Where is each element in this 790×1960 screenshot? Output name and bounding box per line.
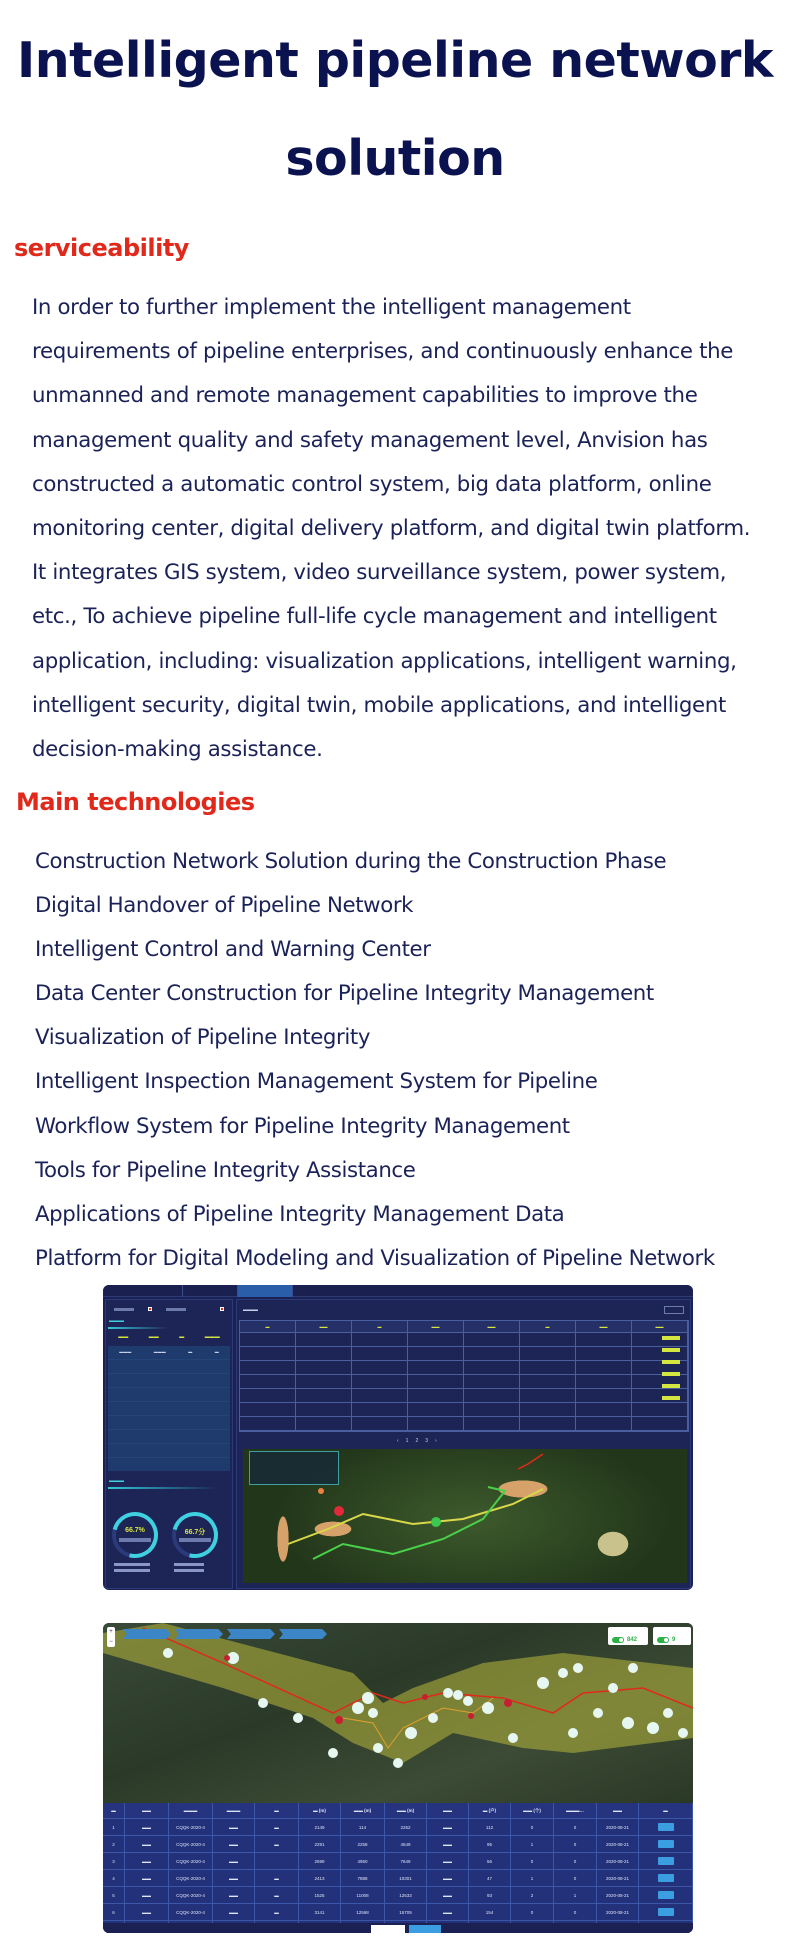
pipeline-data-table xyxy=(103,1803,693,1933)
records-table-header: ▬ ▬▬ ▬ ▬▬ ▬▬ ▬ ▬▬ ▬▬ xyxy=(240,1321,688,1333)
table-row: 1 ▬▬ CQQK-2020-4 ▬▬ ▬ 2149 114 2262 ▬▬ 112 0 0 2020-08-21 xyxy=(103,1819,693,1836)
page-title xyxy=(0,12,790,208)
table-row: 4 ▬▬ CQQK-2020-4 ▬▬ ▬ 2413 7888 10301 ▬▬ 47 1 0 2020-08-21 xyxy=(103,1870,693,1887)
row-action-link[interactable] xyxy=(662,1336,680,1340)
dashboard-tabs xyxy=(103,1285,693,1297)
toggle-switch[interactable] xyxy=(612,1637,624,1643)
technology-item: Visualization of Pipeline Integrity xyxy=(35,1025,371,1051)
toggle-switch[interactable] xyxy=(657,1637,669,1643)
prev-page-button[interactable]: ‹ xyxy=(397,1438,399,1444)
table-row: 3 ▬▬ CQQK-2020-4 ▬▬ 2699 4950 7649 ▬▬ 56 0 0 2020-08-21 xyxy=(103,1853,693,1870)
technology-item: Intelligent Control and Warning Center xyxy=(35,937,431,963)
layer-toggle-badge[interactable] xyxy=(653,1627,691,1645)
technology-item: Applications of Pipeline Integrity Management Data xyxy=(35,1201,565,1227)
date-filter-row xyxy=(110,1306,228,1314)
badge-count: 9 xyxy=(672,1637,676,1643)
page-button[interactable]: 3 xyxy=(425,1438,429,1444)
records-title: ▬▬▬ xyxy=(243,1307,258,1313)
technology-item: Digital Handover of Pipeline Network xyxy=(35,893,414,919)
title-line-2: solution xyxy=(285,130,505,187)
row-action-link[interactable] xyxy=(662,1372,680,1376)
view-button[interactable] xyxy=(658,1874,674,1882)
technology-item: Platform for Digital Modeling and Visualization of Pipeline Network xyxy=(35,1245,715,1271)
table-header: ▬ ▬▬ ▬▬▬ ▬▬▬ ▬ ▬ (m) ▬▬ (m) ▬▬ (m) ▬▬ ▬ (户) ▬▬ (个) ▬▬▬… ▬▬ ▬ xyxy=(103,1803,693,1819)
prev-step-button[interactable] xyxy=(371,1925,405,1933)
record-list: ▬▬▬ ▬▬▬ ▬ ▬ xyxy=(108,1346,230,1471)
view-button[interactable] xyxy=(658,1823,674,1831)
left-stats-panel xyxy=(105,1299,233,1589)
export-button[interactable] xyxy=(664,1306,684,1314)
technology-item: Workflow System for Pipeline Integrity Management xyxy=(35,1113,570,1139)
map-info-popup xyxy=(249,1451,339,1485)
main-technologies-heading: Main technologies xyxy=(16,788,255,816)
step-breadcrumb xyxy=(123,1629,327,1639)
pagination xyxy=(397,1438,437,1444)
table-row: 6 ▬▬ CQQK-2020-4 ▬▬ ▬ 3141 12568 15709 ▬▬ 154 0 0 2020-08-21 xyxy=(103,1904,693,1921)
row-action-link[interactable] xyxy=(662,1348,680,1352)
table-row: 5 ▬▬ CQQK-2020-4 ▬▬ ▬ 1525 11008 12533 ▬▬ 93 2 1 2020-08-21 xyxy=(103,1887,693,1904)
list-header: ▬▬ ▬▬ ▬ ▬▬▬ xyxy=(118,1334,220,1340)
title-line-1: Intelligent pipeline network xyxy=(16,32,773,89)
map-zoom-control[interactable]: + − xyxy=(107,1627,115,1647)
view-button[interactable] xyxy=(658,1857,674,1865)
location-pin-icon xyxy=(334,1506,344,1516)
records-table xyxy=(239,1320,689,1432)
dashboard-tab-active xyxy=(238,1285,293,1297)
badge-count: 842 xyxy=(627,1637,638,1643)
satellite-map[interactable] xyxy=(103,1623,693,1803)
stats-title: ▬▬▬ xyxy=(109,1478,124,1484)
calendar-icon xyxy=(148,1307,152,1311)
pipeline-buffer-overlay xyxy=(103,1623,693,1803)
dashboard-tab xyxy=(183,1285,238,1297)
row-actions xyxy=(662,1336,680,1400)
step-4[interactable] xyxy=(279,1629,327,1639)
step-3[interactable] xyxy=(227,1629,275,1639)
technologies-list xyxy=(35,840,715,1281)
row-action-link[interactable] xyxy=(662,1396,680,1400)
title-underline xyxy=(108,1327,168,1329)
technology-item: Construction Network Solution during the Construction Phase xyxy=(35,849,667,874)
row-action-link[interactable] xyxy=(662,1360,680,1364)
marker-icon xyxy=(318,1488,324,1494)
percentage-ring-chart xyxy=(112,1512,158,1558)
ring-value: 66.7% xyxy=(125,1527,145,1534)
view-button[interactable] xyxy=(658,1840,674,1848)
table-pagination xyxy=(103,1923,693,1933)
score-ring-chart xyxy=(172,1512,218,1558)
serviceability-heading: serviceability xyxy=(14,234,189,262)
technology-item: Tools for Pipeline Integrity Assistance xyxy=(35,1157,416,1183)
location-pin-icon xyxy=(431,1517,441,1527)
records-table-body xyxy=(240,1333,688,1431)
dashboard-tab xyxy=(103,1285,183,1297)
ring-value: 66.7分 xyxy=(184,1529,206,1536)
layer-toggle-badge[interactable] xyxy=(608,1627,648,1645)
table-row: 2 ▬▬ CQQK-2020-4 ▬▬ ▬ 2291 2258 4549 ▬▬ 95 1 0 2020-08-21 xyxy=(103,1836,693,1853)
dashboard-screenshot-pipeline-table xyxy=(103,1623,693,1933)
page-button[interactable]: 1 xyxy=(405,1438,409,1444)
right-records-panel xyxy=(236,1299,691,1589)
next-page-button[interactable]: › xyxy=(435,1438,437,1444)
title-underline xyxy=(108,1487,218,1489)
page-button[interactable]: 2 xyxy=(415,1438,419,1444)
calendar-icon xyxy=(220,1307,224,1311)
row-action-link[interactable] xyxy=(662,1384,680,1388)
next-step-button[interactable] xyxy=(409,1925,441,1933)
serviceability-paragraph: In order to further implement the intelligent management requirements of pipeline enterprises, and continuously enhance the unmanned and remote management capabilities to improve the management quality and safety management level, Anvision has constructed a automatic control system, big data platform, online monitoring center, digital delivery platform, and digital twin platform. It integrates GIS system, video surveillance system, power system, etc., To achieve pipeline full-life cycle management and intelligent application, including: visualization applications, intelligent warning, intelligent security, digital twin, mobile applications, and intelligent decision-making assistance. xyxy=(32,295,751,763)
view-button[interactable] xyxy=(658,1891,674,1899)
panel-title: ▬▬▬ xyxy=(109,1318,124,1324)
technology-item: Data Center Construction for Pipeline Integrity Management xyxy=(35,981,654,1007)
satellite-map[interactable] xyxy=(243,1449,687,1583)
dashboard-screenshot-monitoring xyxy=(103,1285,693,1590)
view-button[interactable] xyxy=(658,1908,674,1916)
step-1[interactable] xyxy=(123,1629,171,1639)
step-2[interactable] xyxy=(175,1629,223,1639)
technology-item: Intelligent Inspection Management System for Pipeline xyxy=(35,1069,598,1095)
